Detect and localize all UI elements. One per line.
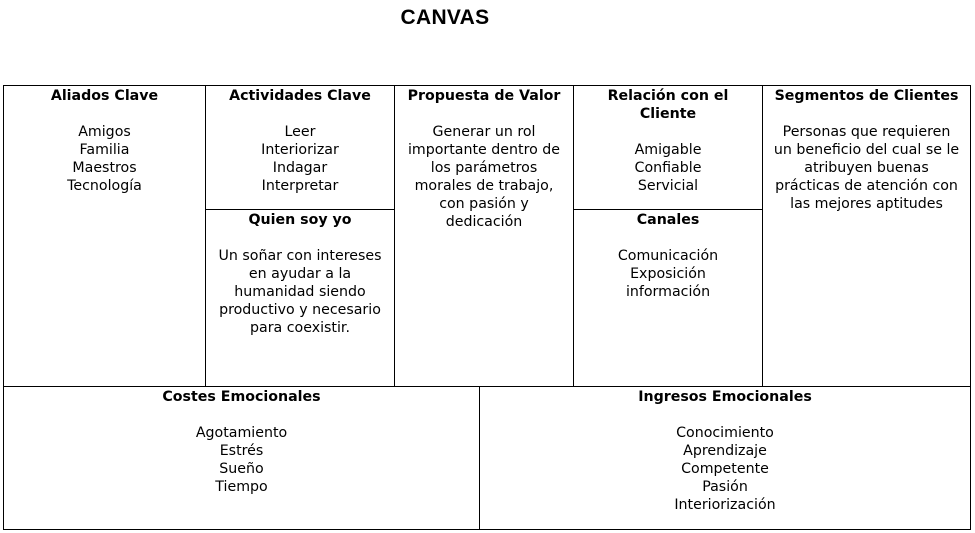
text-line: morales de trabajo, <box>414 178 554 194</box>
list-item: Sueño <box>219 461 264 477</box>
costes-emocionales-heading: Costes Emocionales <box>162 389 321 405</box>
text-line: en ayudar a la <box>248 266 352 282</box>
list-item: Agotamiento <box>195 425 288 441</box>
block-segmentos-clientes <box>762 85 971 387</box>
aliados-clave-list <box>4 123 205 195</box>
list-item: Aprendizaje <box>683 443 767 459</box>
text-line: importante dentro de <box>407 142 561 158</box>
text-line: prácticas de atención con <box>775 178 958 194</box>
block-actividades-clave <box>205 85 395 210</box>
list-item: Estrés <box>219 443 264 459</box>
quien-soy-yo-text <box>206 247 394 337</box>
text-line: Un soñar con intereses <box>218 248 382 264</box>
list-item: Comunicación <box>617 248 719 264</box>
text-line: atribuyen buenas <box>804 160 929 176</box>
ingresos-emocionales-list <box>480 424 970 514</box>
text-line: para coexistir. <box>250 320 350 336</box>
list-item: Tecnología <box>67 178 142 194</box>
text-line: dedicación <box>445 214 523 230</box>
list-item: Servicial <box>637 178 699 194</box>
list-item: Pasión <box>702 479 748 495</box>
heading-line: Cliente <box>639 106 697 122</box>
propuesta-de-valor-heading: Propuesta de Valor <box>407 88 561 104</box>
block-canales <box>573 209 763 387</box>
list-item: Tiempo <box>215 479 268 495</box>
list-item: Indagar <box>272 160 328 176</box>
list-item: Interiorizar <box>261 142 339 158</box>
segmentos-clientes-text <box>763 123 970 213</box>
text-line: los parámetros <box>430 160 538 176</box>
list-item: Competente <box>681 461 769 477</box>
propuesta-de-valor-text <box>395 123 573 231</box>
relacion-cliente-heading <box>574 87 762 123</box>
text-line: Personas que requieren <box>782 124 951 140</box>
block-quien-soy-yo <box>205 209 395 387</box>
list-item: Interiorización <box>674 497 776 513</box>
text-line: con pasión y <box>439 196 529 212</box>
list-item: Interpretar <box>261 178 339 194</box>
text-line: humanidad siendo <box>234 284 366 300</box>
actividades-clave-heading: Actividades Clave <box>229 88 371 104</box>
list-item: Exposición <box>630 266 706 282</box>
list-item: Confiable <box>634 160 702 176</box>
costes-emocionales-list <box>4 424 479 496</box>
relacion-cliente-list <box>574 141 762 195</box>
text-line: las mejores aptitudes <box>790 196 943 212</box>
list-item: Amigable <box>634 142 702 158</box>
text-line: un beneficio del cual se le <box>773 142 960 158</box>
quien-soy-yo-heading: Quien soy yo <box>248 212 352 228</box>
list-item: Leer <box>284 124 316 140</box>
text-line: productivo y necesario <box>219 302 381 318</box>
aliados-clave-heading: Aliados Clave <box>50 88 159 104</box>
segmentos-clientes-heading: Segmentos de Clientes <box>774 88 959 104</box>
text-line: Generar un rol <box>432 124 536 140</box>
ingresos-emocionales-heading: Ingresos Emocionales <box>638 389 812 405</box>
list-item: Familia <box>79 142 130 158</box>
block-ingresos-emocionales <box>479 386 971 530</box>
list-item: Maestros <box>72 160 137 176</box>
block-costes-emocionales <box>3 386 480 530</box>
block-relacion-cliente <box>573 85 763 210</box>
canales-heading: Canales <box>636 212 700 228</box>
actividades-clave-list <box>206 123 394 195</box>
list-item: información <box>625 284 711 300</box>
block-propuesta-de-valor <box>394 85 574 387</box>
canales-list <box>574 247 762 301</box>
block-aliados-clave <box>3 85 206 387</box>
list-item: Amigos <box>78 124 131 140</box>
list-item: Conocimiento <box>676 425 774 441</box>
page-title: CANVAS <box>400 6 490 29</box>
heading-line: Relación con el <box>607 88 729 104</box>
